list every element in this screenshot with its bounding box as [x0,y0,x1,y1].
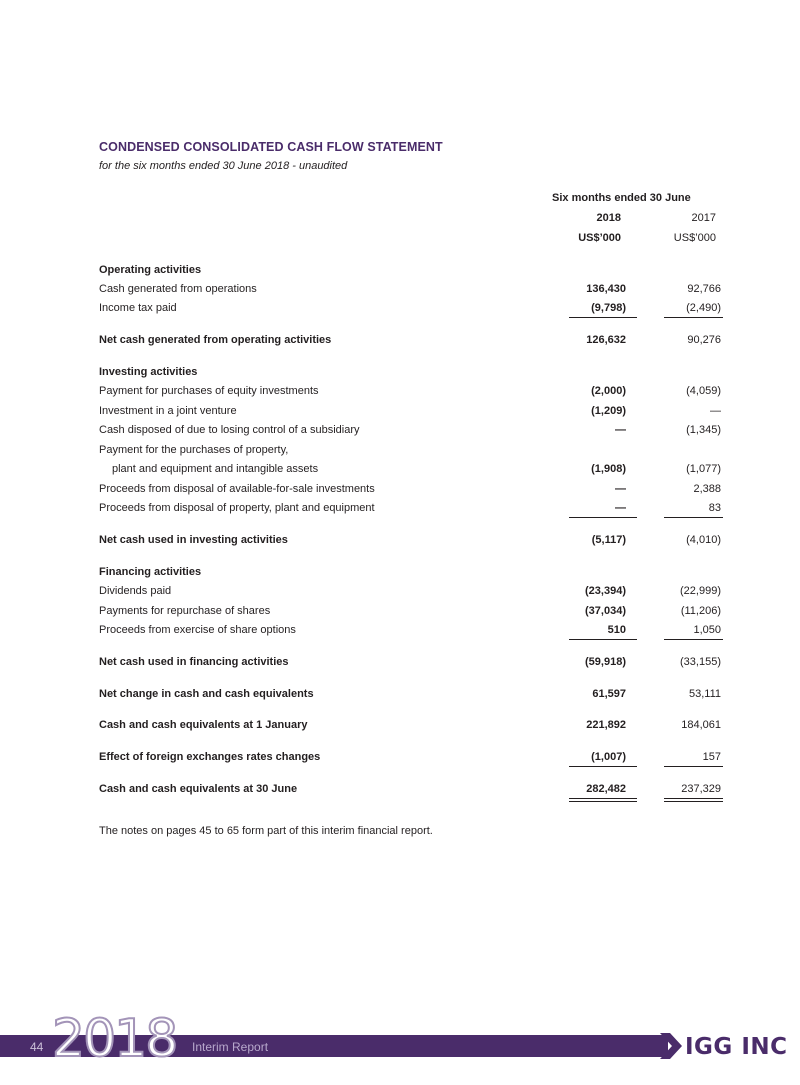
subtotal-rule [664,639,723,640]
double-underline [664,798,723,799]
value-2017: (33,155) [680,656,721,668]
subtotal-rule [569,766,637,767]
subtotal-rule [664,766,723,767]
value-2017: (4,059) [686,385,721,397]
value-2018: 61,597 [592,688,626,700]
double-underline [569,801,637,802]
row-label: Operating activities [99,264,202,276]
value-2018: (1,209) [591,405,626,417]
value-2018: — [615,502,626,514]
row-label: Payment for the purchases of property, [99,444,289,456]
double-underline [569,798,637,799]
unit-2017-header: US$’000 [673,232,716,244]
table-row [0,300,800,316]
value-2018: (5,117) [591,534,626,546]
value-2018: 126,632 [586,334,626,346]
value-2018: — [615,483,626,495]
value-2017: — [710,405,721,417]
value-2017: (1,345) [686,424,721,436]
row-label: plant and equipment and intangible assets [112,463,319,475]
value-2018: (59,918) [585,656,626,668]
row-label: Payment for purchases of equity investments [99,385,319,397]
total-row [0,332,800,348]
subtotal-rule [664,317,723,318]
table-row [0,461,800,477]
total-row [0,686,800,702]
value-2017: (11,206) [680,605,721,617]
value-2018: (2,000) [591,385,626,397]
footnote: The notes on pages 45 to 65 form part of this interim financial report. [99,825,433,837]
table-row [0,622,800,638]
value-2018: (9,798) [591,302,626,314]
total-row [0,717,800,733]
row-label: Net cash used in investing activities [99,534,288,546]
subtotal-rule [569,317,637,318]
value-2017: 157 [702,751,721,763]
statement-subtitle: for the six months ended 30 June 2018 - unaudited [99,160,348,172]
table-row [0,603,800,619]
row-label: Proceeds from disposal of property, plant and equipment [99,502,375,514]
value-2017: 184,061 [681,719,721,731]
row-label: Financing activities [99,566,202,578]
value-2018: 221,892 [586,719,626,731]
row-label: Dividends paid [99,585,172,597]
unit-2018-header: US$’000 [578,232,621,244]
subtotal-rule [569,517,637,518]
total-row [0,654,800,670]
value-2018: 510 [607,624,626,636]
table-row [0,500,800,516]
row-label: Investing activities [99,366,198,378]
section-heading [0,364,800,380]
double-underline [664,801,723,802]
value-2018: (37,034) [585,605,626,617]
value-2017: 53,111 [688,688,721,700]
value-2018: (1,007) [591,751,626,763]
total-row [0,532,800,548]
value-2018: 282,482 [586,783,626,795]
value-2017: 1,050 [693,624,721,636]
row-label: Cash and cash equivalents at 30 June [99,783,298,795]
value-2017: (4,010) [686,534,721,546]
table-row [0,442,800,458]
row-label: Income tax paid [99,302,177,314]
row-label: Effect of foreign exchanges rates changes [99,751,321,763]
row-label: Payments for repurchase of shares [99,605,271,617]
subtotal-rule [664,517,723,518]
year-2018-header: 2018 [596,212,621,224]
section-heading [0,564,800,580]
value-2018: (1,908) [591,463,626,475]
statement-title: CONDENSED CONSOLIDATED CASH FLOW STATEMENT [99,140,443,154]
value-2017: 90,276 [687,334,721,346]
total-row [0,781,800,797]
row-label: Cash generated from operations [99,283,257,295]
year-mark: 2018 [52,1009,177,1069]
table-row [0,403,800,419]
section-heading [0,262,800,278]
page-number: 44 [30,1040,44,1054]
row-label: Net change in cash and cash equivalents [99,688,314,700]
value-2017: (1,077) [686,463,721,475]
subtotal-rule [569,639,637,640]
row-label: Cash and cash equivalents at 1 January [99,719,308,731]
value-2017: 92,766 [687,283,721,295]
chevron-right-icon [658,1031,684,1061]
value-2017: 83 [708,502,721,514]
value-2018: (23,394) [585,585,626,597]
row-label: Proceeds from disposal of available-for-sale investments [99,483,375,495]
table-row [0,281,800,297]
value-2017: 2,388 [693,483,721,495]
value-2017: (2,490) [686,302,721,314]
period-header: Six months ended 30 June [552,192,691,204]
value-2018: — [615,424,626,436]
table-row [0,383,800,399]
value-2017: (22,999) [680,585,721,597]
company-logo: IGG INC [685,1034,788,1060]
row-label: Net cash generated from operating activities [99,334,332,346]
total-row [0,749,800,765]
row-label: Net cash used in financing activities [99,656,289,668]
value-2018: 136,430 [586,283,626,295]
report-label: Interim Report [192,1040,269,1054]
row-label: Proceeds from exercise of share options [99,624,296,636]
table-row [0,481,800,497]
value-2017: 237,329 [681,783,721,795]
table-row [0,583,800,599]
year-2017-header: 2017 [691,212,716,224]
table-row [0,422,800,438]
row-label: Investment in a joint venture [99,405,237,417]
row-label: Cash disposed of due to losing control of a subsidiary [99,424,360,436]
